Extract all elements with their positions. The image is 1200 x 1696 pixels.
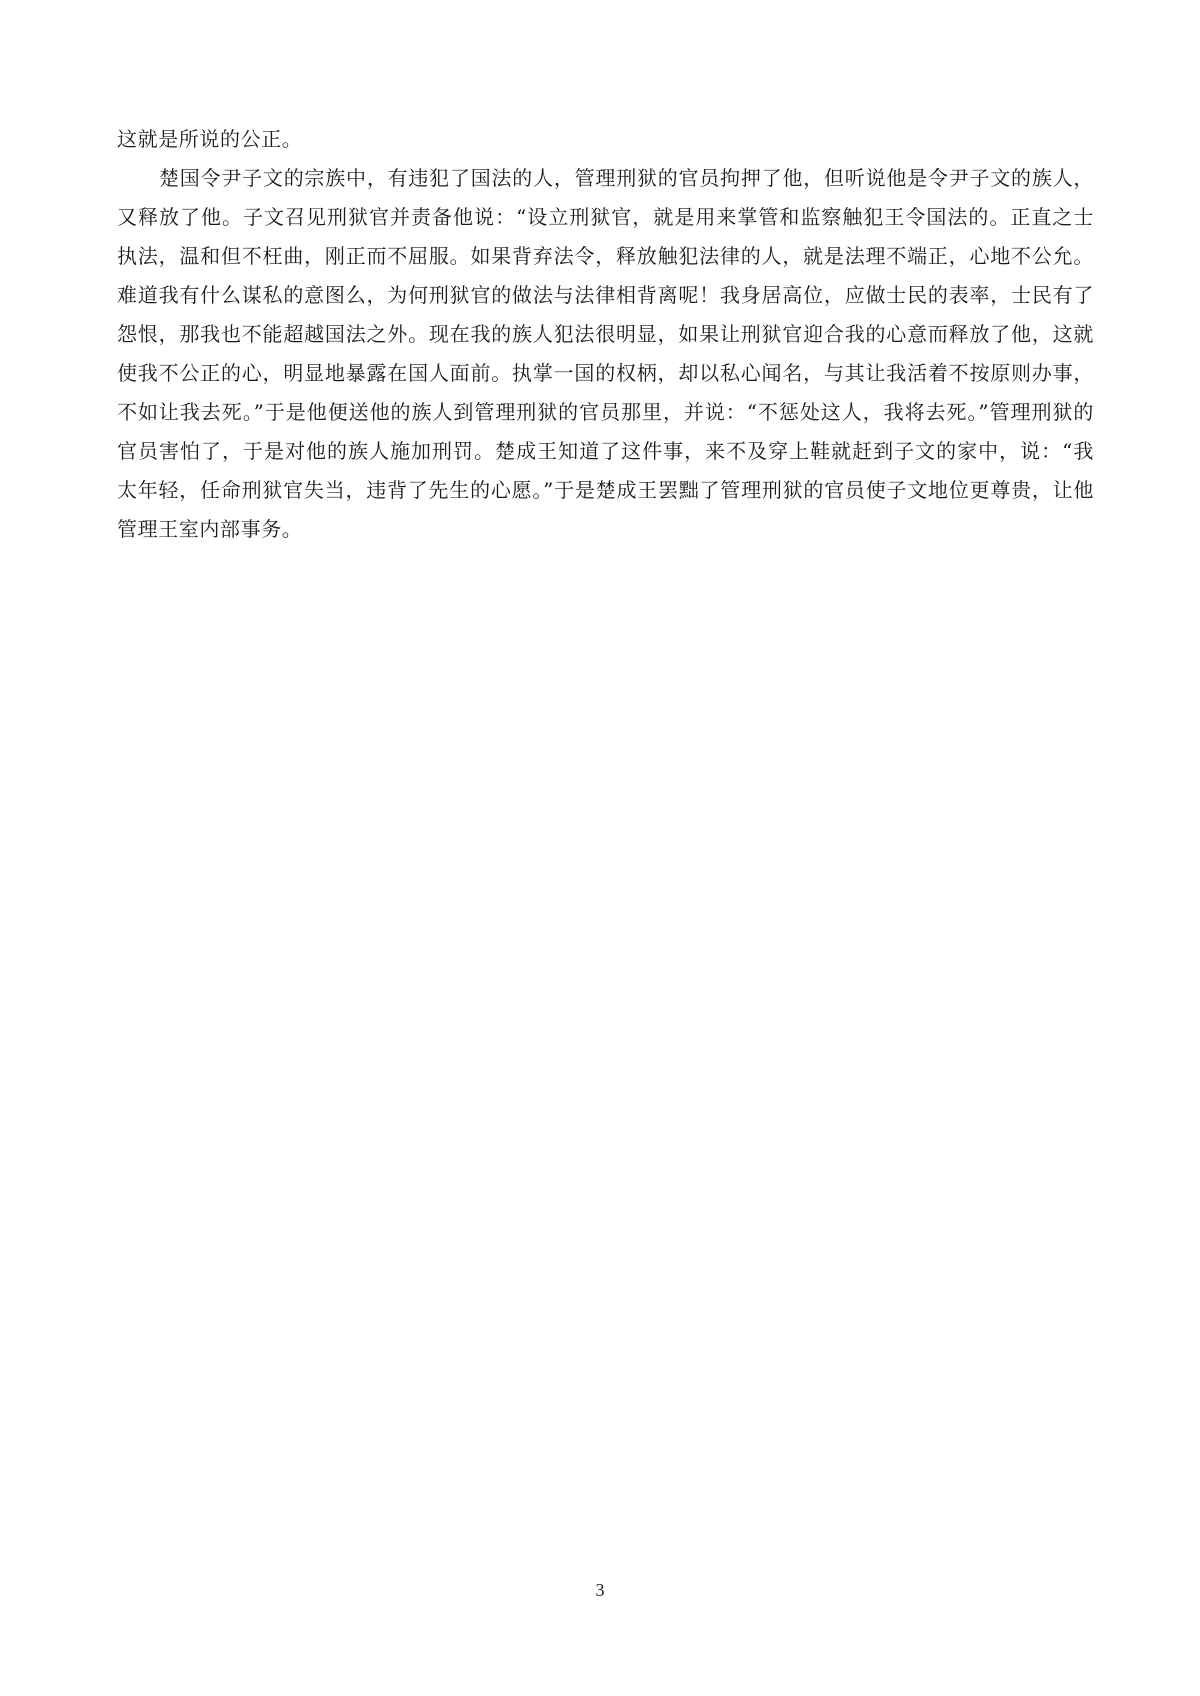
body-text	[117, 120, 1094, 549]
paragraph-continuation: 这就是所说的公正。	[117, 127, 303, 151]
paragraph-ziwen-story: 楚国令尹子文的宗族中，有违犯了国法的人，管理刑狱的官员拘押了他，但听说他是令尹子文的族人，又释放了他。子文召见刑狱官并责备他说：“设立刑狱官，就是用来掌管和监察触犯王令国法的。正直之士执法，温和但不枉曲，刚正而不屈服。如果背弃法令，释放触犯法律的人，就是法理不端正，心地不公允。难道我有什么谋私的意图么，为何刑狱官的做法与法律相背离呢！我身居高位，应做士民的表率，士民有了怨恨，那我也不能超越国法之外。现在我的族人犯法很明显，如果让刑狱官迎合我的心意而释放了他，这就使我不公正的心，明显地暴露在国人面前。执掌一国的权柄，却以私心闻名，与其让我活着不按原则办事，不如让我去死。”于是他便送他的族人到管理刑狱的官员那里，并说：“不惩处这人，我将去死。”管理刑狱的官员害怕了，于是对他的族人施加刑罚。楚成王知道了这件事，来不及穿上鞋就赶到子文的家中，说：“我太年轻，任命刑狱官失当，违背了先生的心愿。”于是楚成王罢黜了管理刑狱的官员使子文地位更尊贵，让他管理王室内部事务。	[117, 166, 1094, 541]
page-number: 3	[595, 1580, 605, 1600]
